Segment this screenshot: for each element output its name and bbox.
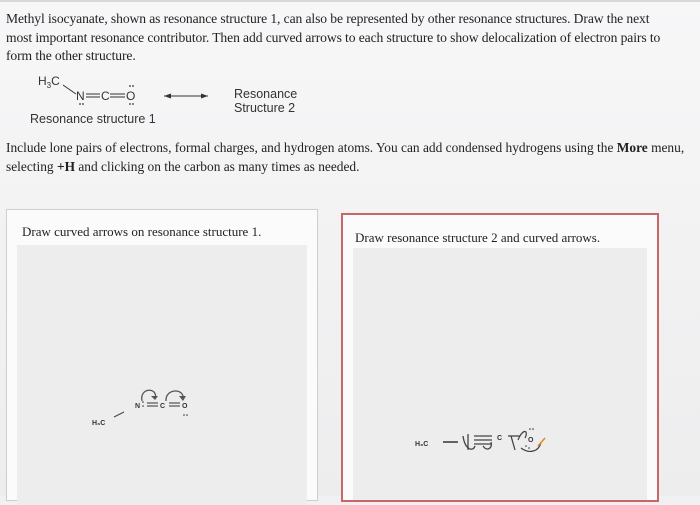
left-panel-title: Draw curved arrows on resonance structure 1. (22, 224, 262, 239)
n-atom: N (76, 89, 85, 103)
ch3-n-bond (114, 412, 124, 417)
plus-h-reference: +H (56, 158, 75, 174)
instructions-part2: menu, selecting (6, 140, 685, 174)
left-drawing-canvas[interactable] (17, 245, 307, 505)
n-lone-pair-dot (79, 103, 81, 105)
o-lone-pair-dot (532, 428, 534, 430)
left-drawing-panel[interactable] (6, 209, 318, 501)
n-lone-pair-dot (142, 401, 144, 403)
curved-arrow-lone-pair-to-bond[interactable] (142, 390, 156, 401)
h3c-c: C (51, 74, 60, 88)
left-molecule[interactable] (87, 385, 237, 435)
curved-arrow-scribble[interactable] (463, 436, 475, 449)
more-menu-reference: More (616, 140, 648, 155)
curved-arrow-head (179, 396, 186, 401)
o-atom: O (528, 437, 534, 444)
curved-arrow[interactable] (511, 436, 515, 450)
right-molecule[interactable] (413, 418, 583, 468)
instructions-text (6, 139, 686, 176)
o-lone-pair-dot (132, 103, 134, 105)
curved-arrow-head (151, 396, 158, 400)
resonance-label-line2: Structure 2 (234, 101, 296, 115)
n-lone-pair-dot (142, 405, 144, 407)
h3c-subscript: 3 (46, 81, 52, 90)
resonance-figure (30, 72, 330, 130)
curved-arrow[interactable] (483, 442, 491, 449)
resonance-arrow-left-head (164, 94, 171, 99)
n-lone-pair-dot (82, 103, 84, 105)
n-atom: N (135, 403, 141, 410)
right-panel-title: Draw resonance structure 2 and curved arrows. (355, 230, 601, 245)
instructions-part1: Include lone pairs of electrons, formal charges, and hydrogen atoms. You can add condensed hydrogens using the (6, 140, 617, 155)
resonance-label-line1: Resonance (234, 87, 298, 101)
formal-charge-mark (538, 438, 545, 446)
c-atom: C (497, 435, 503, 442)
right-drawing-canvas[interactable] (353, 248, 647, 500)
o-atom: O (126, 89, 136, 103)
ch3-n-bond (63, 85, 76, 94)
svg-text:H3C (38, 74, 60, 90)
o-atom: O (182, 403, 188, 410)
o-lone-pair-dot (186, 414, 188, 416)
o-lone-pair-dot (183, 414, 185, 416)
curved-arrow-bond-to-oxygen[interactable] (166, 391, 183, 401)
c-atom: C (101, 89, 110, 103)
instructions-part3: and clicking on the carbon as many times as needed. (75, 158, 360, 174)
o-lone-pair-dot (525, 445, 527, 447)
resonance-structure-1-caption: Resonance structure 1 (30, 112, 156, 126)
question-text: Methyl isocyanate, shown as resonance structure 1, can also be represented by other resonance structures. Draw the next most important resonance contributor. Then add curved arrows to each structure to show delocalization of electron pairs to form the other structure. (6, 11, 661, 63)
o-lone-pair-dot (129, 103, 131, 105)
h3c-label: H₃C (92, 420, 106, 427)
top-divider (0, 0, 700, 2)
resonance-arrow-right-head (201, 94, 208, 99)
c-atom: C (160, 403, 166, 410)
h3c-h: H (38, 74, 47, 88)
o-lone-pair-dot (529, 428, 531, 430)
o-lone-pair-dot (132, 85, 134, 87)
o-lone-pair-dot (528, 447, 530, 449)
h3c-label: H₃C (415, 441, 429, 448)
o-lone-pair-dot (129, 85, 131, 87)
right-drawing-panel[interactable] (341, 213, 659, 502)
resonance-structure-2-label (234, 87, 297, 115)
